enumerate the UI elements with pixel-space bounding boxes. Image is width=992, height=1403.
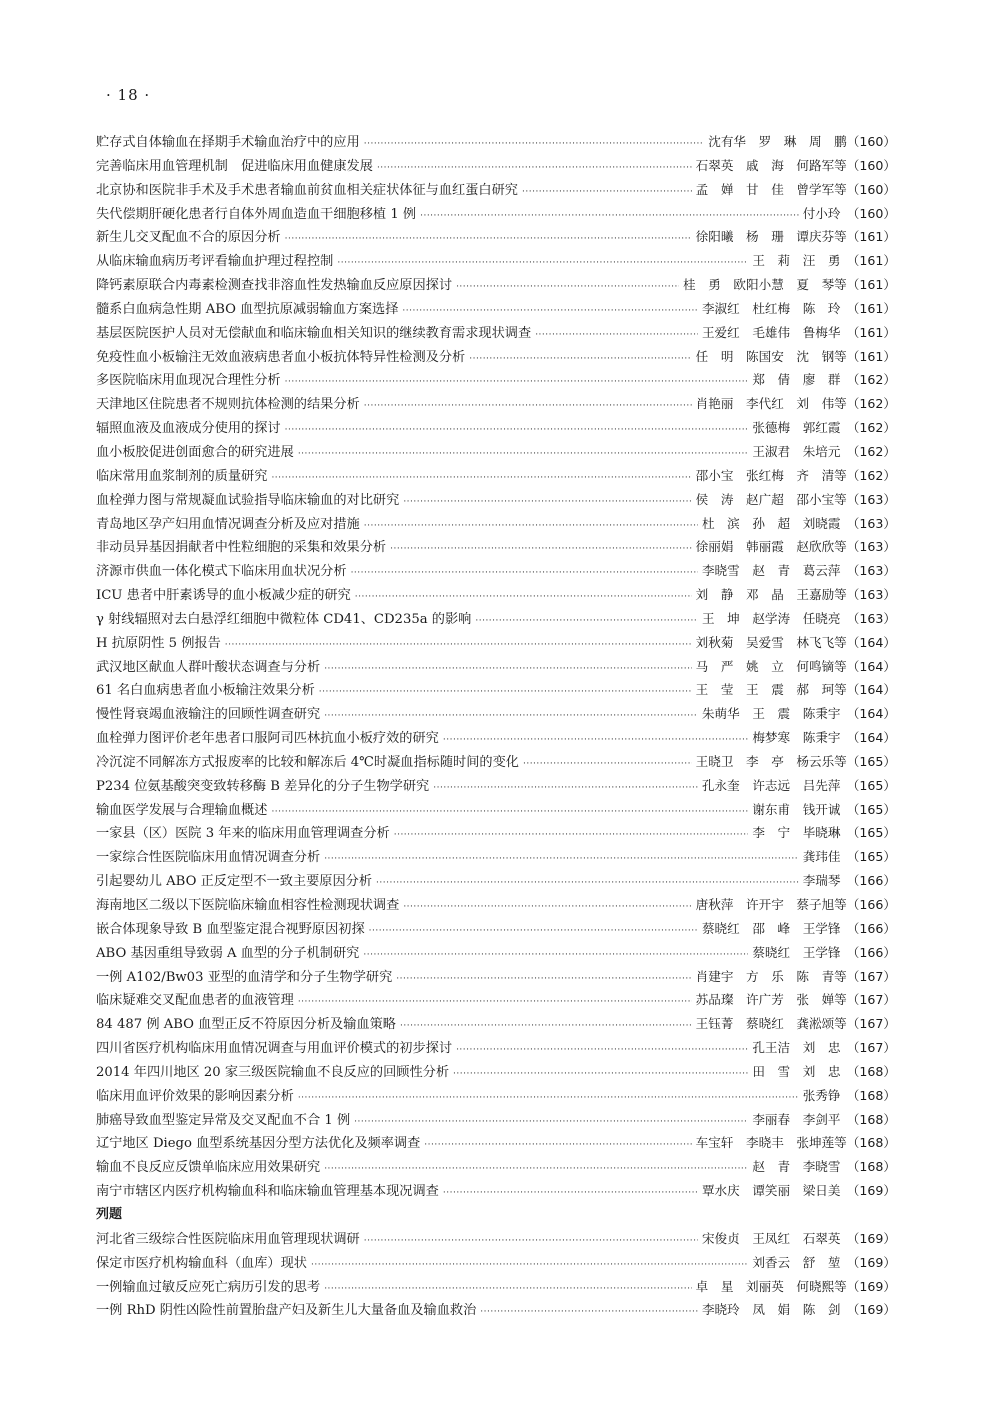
entry-authors-page: 王爱红 毛雄伟 鲁梅华 （161） <box>701 324 896 340</box>
dot-leader <box>324 1158 748 1182</box>
dot-leader <box>456 276 679 300</box>
dot-leader <box>443 1182 698 1206</box>
toc-entry <box>96 1084 896 1108</box>
entry-authors-page: 郑 倩 廖 群 （162） <box>752 372 896 388</box>
toc-entry <box>96 1012 896 1036</box>
entry-authors-page: 王晓卫 李 亭 杨云乐等（165） <box>695 753 896 769</box>
toc-entry <box>96 535 896 559</box>
entry-authors-page: 宋俊贞 王凤红 石翠英 （169） <box>701 1230 896 1246</box>
toc-entry <box>96 1179 896 1203</box>
dot-leader <box>324 1278 691 1302</box>
toc-entry <box>96 702 896 726</box>
entry-authors-page: 刘 静 邓 晶 王嘉励等（163） <box>695 587 896 603</box>
entry-title: 贮存式自体输血在择期手术输血治疗中的应用 <box>96 135 360 150</box>
toc-entry <box>96 1298 896 1322</box>
entry-title: 输血不良反应反馈单临床应用效果研究 <box>96 1160 321 1176</box>
toc-entry <box>96 273 896 297</box>
entry-title: 引起婴幼儿 ABO 正反定型不一致主要原因分析 <box>96 874 373 890</box>
entry-authors-page: 徐阳曦 杨 珊 谭庆芬等（161） <box>695 229 896 245</box>
dot-leader <box>522 181 692 205</box>
dot-leader <box>298 1087 799 1111</box>
entry-authors-page: 肖建宇 方 乐 陈 青等（167） <box>695 968 896 984</box>
toc-entry <box>96 678 896 702</box>
entry-title: 血栓弹力图评价老年患者口服阿司匹林抗血小板疗效的研究 <box>96 731 439 747</box>
toc-entry <box>96 488 896 512</box>
toc-entry <box>96 1060 896 1084</box>
dot-leader <box>402 300 698 324</box>
toc-entry <box>96 965 896 989</box>
entry-title: 降钙素原联合内毒素检测查找非溶血性发热输血反应原因探讨 <box>96 278 453 294</box>
entry-title: 青岛地区孕产妇用血情况调查分析及应对措施 <box>96 516 360 532</box>
dot-leader <box>403 491 691 515</box>
toc-entry <box>96 416 896 440</box>
toc-section-list <box>96 1227 896 1322</box>
entry-authors-page: 王 莹 王 震 郝 珂等（164） <box>695 682 896 698</box>
entry-title: ABO 基因重组导致弱 A 血型的分子机制研究 <box>96 945 360 961</box>
toc-entry <box>96 750 896 774</box>
toc-entry <box>96 464 896 488</box>
toc-entry <box>96 798 896 822</box>
entry-authors-page: 肖艳丽 李代红 刘 伟等（162） <box>695 396 896 412</box>
entry-authors-page: 孔王洁 刘 忠 （167） <box>752 1040 896 1056</box>
toc-entry <box>96 655 896 679</box>
toc-entry <box>96 368 896 392</box>
entry-authors-page: 王 坤 赵学涛 任晓亮 （163） <box>701 610 896 626</box>
dot-leader <box>394 824 749 848</box>
entry-title: 非动员异基因捐献者中性粒细胞的采集和效果分析 <box>96 540 387 556</box>
dot-leader <box>396 968 691 992</box>
toc-entry <box>96 1036 896 1060</box>
toc-entry <box>96 1251 896 1275</box>
entry-title: P234 位氨基酸突变致转移酶 B 差异化的分子生物学研究 <box>96 778 430 794</box>
entry-title: 海南地区二级以下医院临床输血相容性检测现状调查 <box>96 898 400 913</box>
entry-title: 武汉地区献血人群叶酸状态调查与分析 <box>96 659 321 675</box>
dot-leader <box>469 348 691 372</box>
toc-entry <box>96 631 896 655</box>
dot-leader <box>364 1230 698 1254</box>
entry-authors-page: 卓 星 刘丽英 何晓熙等（169） <box>695 1278 896 1294</box>
entry-authors-page: 张德梅 郭红霞 （162） <box>752 420 896 436</box>
dot-leader <box>271 801 748 825</box>
entry-authors-page: 龚玮佳 （165） <box>802 849 896 865</box>
dot-leader <box>390 538 692 562</box>
dot-leader <box>369 920 698 944</box>
entry-authors-page: 侯 涛 赵广超 邵小宝等（163） <box>695 491 896 507</box>
toc-entry <box>96 1108 896 1132</box>
toc-entry <box>96 178 896 202</box>
entry-title: 临床常用血浆制剂的质量研究 <box>96 468 268 484</box>
entry-title: 84 487 例 ABO 血型正反不符原因分析及输血策略 <box>96 1017 396 1033</box>
toc-entry <box>96 345 896 369</box>
entry-title: 河北省三级综合性医院临床用血管理现状调研 <box>96 1231 360 1247</box>
entry-title: ICU 患者中肝素诱导的血小板减少症的研究 <box>96 588 351 604</box>
toc-entry <box>96 1227 896 1251</box>
toc-entry <box>96 440 896 464</box>
entry-title: 临床用血评价效果的影响因素分析 <box>96 1088 294 1104</box>
dot-leader <box>364 515 698 539</box>
entry-title: 北京协和医院非手术及手术患者输血前贫血相关症状体征与血红蛋白研究 <box>96 182 518 198</box>
dot-leader <box>475 610 698 634</box>
dot-leader <box>364 133 704 157</box>
table-of-contents <box>96 130 896 1322</box>
entry-authors-page: 李淑红 杜红梅 陈 玲 （161） <box>701 300 896 316</box>
toc-entry <box>96 583 896 607</box>
entry-title: 临床疑难交叉配血患者的血液管理 <box>96 993 294 1009</box>
entry-title: 61 名白血病患者血小板输注效果分析 <box>96 683 315 699</box>
entry-authors-page: 徐丽娟 韩丽霞 赵欣欣等（163） <box>695 539 896 555</box>
toc-entry <box>96 154 896 178</box>
entry-title: 新生儿交叉配血不合的原因分析 <box>96 230 281 246</box>
page-number: · 18 · <box>106 86 151 104</box>
entry-authors-page: 孟 婵 甘 佳 曾学军等（160） <box>695 181 896 197</box>
entry-title: 四川省医疗机构临床用血情况调查与用血评价模式的初步探讨 <box>96 1041 453 1057</box>
entry-authors-page: 谢东甫 钱开诚 （165） <box>752 801 896 817</box>
entry-authors-page: 赵 青 李晓雪 （168） <box>752 1159 896 1175</box>
dot-leader <box>324 705 698 729</box>
dot-leader <box>535 324 698 348</box>
toc-entry <box>96 869 896 893</box>
dot-leader <box>324 848 799 872</box>
entry-title: 嵌合体现象导致 B 血型鉴定混合视野原因初探 <box>96 921 365 937</box>
entry-authors-page: 梅梦寒 陈秉宇 （164） <box>752 730 896 746</box>
entry-title: 辐照血液及血液成分使用的探讨 <box>96 421 281 437</box>
entry-authors-page: 唐秋萍 许开宇 蔡子旭等（166） <box>695 897 896 912</box>
dot-leader <box>377 157 692 181</box>
entry-title: 一家县（区）医院 3 年来的临床用血管理调查分析 <box>96 826 390 842</box>
toc-entry <box>96 1155 896 1179</box>
entry-title: γ 射线辐照对去白悬浮红细胞中微粒体 CD41、CD235a 的影响 <box>96 611 472 627</box>
toc-main-list <box>96 130 896 1203</box>
entry-authors-page: 苏品璨 许广芳 张 婵等（167） <box>695 992 896 1008</box>
entry-authors-page: 李丽春 李剑平 （168） <box>752 1111 896 1127</box>
entry-authors-page: 张秀铮 （168） <box>802 1087 896 1103</box>
dot-leader <box>480 1301 698 1325</box>
entry-title: 冷沉淀不同解冻方式报废率的比较和解冻后 4℃时凝血指标随时间的变化 <box>96 754 519 770</box>
entry-title: 济源市供血一体化模式下临床用血状况分析 <box>96 564 347 580</box>
dot-leader <box>456 1039 748 1063</box>
entry-title: 辽宁地区 Diego 血型系统基因分型方法优化及频率调查 <box>96 1136 421 1152</box>
entry-authors-page: 车宝轩 李晓丰 张坤莲等（168） <box>695 1135 896 1151</box>
dot-leader <box>298 443 749 467</box>
entry-title: 多医院临床用血现况合理性分析 <box>96 373 281 389</box>
entry-title: 慢性肾衰竭血液输注的回顾性调查研究 <box>96 707 321 723</box>
entry-authors-page: 田 雪 刘 忠 （168） <box>752 1063 896 1079</box>
dot-leader <box>285 371 749 395</box>
dot-leader <box>319 681 692 705</box>
entry-title: 肺癌导致血型鉴定异常及交叉配血不合 1 例 <box>96 1112 351 1128</box>
entry-authors-page: 桂 勇 欧阳小慧 夏 琴等（161） <box>683 277 896 293</box>
dot-leader <box>298 991 692 1015</box>
entry-authors-page: 刘秋菊 吴爱雪 林飞飞等（164） <box>695 634 896 650</box>
toc-entry <box>96 988 896 1012</box>
toc-entry <box>96 249 896 273</box>
dot-leader <box>285 228 692 252</box>
dot-leader <box>225 634 692 658</box>
entry-authors-page: 付小玲 （160） <box>802 205 896 221</box>
toc-entry <box>96 130 896 154</box>
toc-entry <box>96 893 896 917</box>
entry-authors-page: 石翠英 戚 海 何路军等（160） <box>695 157 896 173</box>
entry-authors-page: 邵小宝 张红梅 齐 清等（162） <box>695 467 896 483</box>
entry-authors-page: 李瑞琴 （166） <box>802 873 896 889</box>
entry-authors-page: 沈有华 罗 琳 周 鹏（160） <box>708 134 896 149</box>
toc-entry <box>96 607 896 631</box>
dot-leader <box>285 419 749 443</box>
entry-authors-page: 王 莉 汪 勇 （161） <box>752 253 896 269</box>
dot-leader <box>311 1254 748 1278</box>
entry-authors-page: 王钰菁 蔡晓红 龚淞颂等（167） <box>695 1016 896 1032</box>
section-heading: 列题 <box>96 1206 123 1222</box>
dot-leader <box>424 1134 691 1158</box>
entry-title: 血小板胶促进创面愈合的研究进展 <box>96 444 294 460</box>
entry-authors-page: 蔡晓红 邵 峰 王学锋 （166） <box>701 920 896 936</box>
entry-authors-page: 马 严 姚 立 何鸣镝等（164） <box>695 658 896 674</box>
entry-authors-page: 蔡晓红 王学锋 （166） <box>752 944 896 960</box>
dot-leader <box>523 753 692 777</box>
entry-title: 保定市医疗机构输血科（血库）现状 <box>96 1255 307 1271</box>
entry-title: 基层医院医护人员对无偿献血和临床输血相关知识的继续教育需求现状调查 <box>96 325 532 341</box>
entry-title: 一例 RhD 阴性凶险性前置胎盘产妇及新生儿大量备血及输血救治 <box>96 1303 477 1319</box>
entry-title: 一例输血过敏反应死亡病历引发的思考 <box>96 1279 321 1295</box>
toc-entry <box>96 512 896 536</box>
entry-title: 2014 年四川地区 20 家三级医院输血不良反应的回顾性分析 <box>96 1064 450 1080</box>
entry-authors-page: 刘香云 舒 堃 （169） <box>752 1254 896 1270</box>
dot-leader <box>433 777 698 801</box>
entry-title: 南宁市辖区内医疗机构输血科和临床输血管理基本现况调查 <box>96 1184 439 1200</box>
entry-title: 输血医学发展与合理输血概述 <box>96 802 268 818</box>
toc-entry <box>96 726 896 750</box>
entry-title: 髓系白血病急性期 ABO 血型抗原减弱输血方案选择 <box>96 301 399 317</box>
dot-leader <box>403 896 691 920</box>
dot-leader <box>400 1015 692 1039</box>
toc-entry <box>96 1131 896 1155</box>
entry-title: 完善临床用血管理机制 促进临床用血健康发展 <box>96 158 373 174</box>
dot-leader <box>271 467 691 491</box>
toc-entry <box>96 774 896 798</box>
toc-entry <box>96 321 896 345</box>
dot-leader <box>453 1063 748 1087</box>
entry-authors-page: 朱萌华 王 震 陈秉宇 （164） <box>701 706 896 722</box>
entry-authors-page: 孔永奎 许志远 吕先萍 （165） <box>701 777 896 793</box>
dot-leader <box>351 562 698 586</box>
entry-title: 天津地区住院患者不规则抗体检测的结果分析 <box>96 397 360 413</box>
toc-entry <box>96 917 896 941</box>
toc-entry <box>96 821 896 845</box>
toc-entry <box>96 941 896 965</box>
entry-authors-page: 李晓玲 凤 娟 陈 剑 （169） <box>701 1302 896 1318</box>
entry-authors-page: 覃水庆 谭笑丽 梁日美 （169） <box>701 1183 896 1199</box>
toc-entry <box>96 297 896 321</box>
dot-leader <box>364 395 692 419</box>
entry-title: 失代偿期肝硬化患者行自体外周血造血干细胞移植 1 例 <box>96 206 417 222</box>
toc-entry <box>96 202 896 226</box>
entry-title: 免疫性血小板输注无效血液病患者血小板抗体特异性检测及分析 <box>96 349 466 365</box>
entry-authors-page: 杜 滨 孙 超 刘晓霞 （163） <box>701 515 896 531</box>
toc-entry <box>96 225 896 249</box>
entry-authors-page: 王淑君 朱培元 （162） <box>752 443 896 459</box>
entry-title: 从临床输血病历考评看输血护理过程控制 <box>96 254 334 270</box>
entry-authors-page: 李晓雪 赵 青 葛云萍 （163） <box>701 563 896 579</box>
entry-authors-page: 李 宁 毕晓琳 （165） <box>752 825 896 841</box>
entry-title: 一家综合性医院临床用血情况调查分析 <box>96 850 321 866</box>
dot-leader <box>354 1111 748 1135</box>
toc-entry <box>96 1275 896 1299</box>
dot-leader <box>324 658 691 682</box>
dot-leader <box>355 586 692 610</box>
dot-leader <box>363 944 748 968</box>
toc-entry <box>96 559 896 583</box>
entry-authors-page: 任 明 陈国安 沈 钢等（161） <box>695 348 896 364</box>
toc-entry <box>96 845 896 869</box>
toc-entry <box>96 392 896 416</box>
entry-title: H 抗原阴性 5 例报告 <box>96 635 221 651</box>
entry-title: 血栓弹力图与常规凝血试验指导临床输血的对比研究 <box>96 492 400 508</box>
entry-title: 一例 A102/Bw03 亚型的血清学和分子生物学研究 <box>96 969 393 985</box>
